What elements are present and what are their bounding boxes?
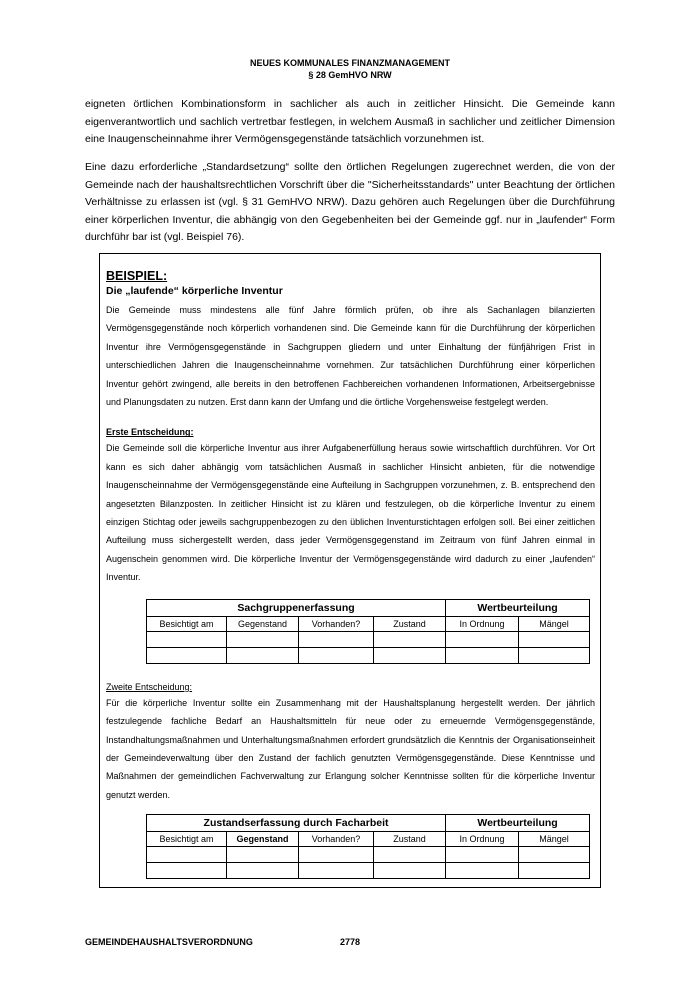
table-2-col-header: Zustand	[374, 832, 446, 847]
header-section: § 28 GemHVO NRW	[308, 70, 392, 80]
page-header	[0, 57, 700, 81]
table-1-group-2: Wertbeurteilung	[446, 599, 590, 616]
paragraph-1: eigneten örtlichen Kombinationsform in sachlicher als auch in zeitlicher Hinsicht. Die Gemeinde kann eigenverantwortlich und sachlich vertretbar festlegen, in welchem Ausmaß in sachlicher und zeitlicher Dimension eine Inaugenscheinnahme ihrer Vermögensgegenstände tatsächlich vorzunehmen ist.	[85, 98, 615, 145]
example-intro: Die Gemeinde muss mindestens alle fünf Jahre förmlich prüfen, ob ihre als Sachanlagen bilanzierten Vermögensgegenstände noch körperlich vorhandenen sind. Die Gemeinde kann für die Durchführung der körperlichen Inventur ihre Vermögensgegenstände in Sachgruppen gliedern und unter Einhaltung der fünfjährigen Frist in unterschiedlichen Jahren die Inaugenscheinnahme vornehmen. Zur tatsächlichen Durchführung einer körperlichen Inventur gehört zwingend, alle bereits in den betroffenen Fachbereichen vorhandenen Informationen, Arbeitsergebnisse und Planungsdaten zu nutzen. Erst dann kann der Umfang und die örtliche Vorgehensweise festgelegt werden.	[106, 305, 595, 408]
table-2-col-header: Gegenstand	[227, 832, 299, 847]
table-zustand	[146, 814, 590, 879]
table-1-col-header: Zustand	[374, 616, 446, 631]
table-2-col-header: Vorhanden?	[299, 832, 374, 847]
paragraph-2: Eine dazu erforderliche „Standardsetzung“ sollte den örtlichen Regelungen zugerechnet werden, die von der Gemeinde nach der haushaltsrechtlichen Vorschrift über die "Sicherheitsstandards" unter Beachtung der örtlichen Verhältnisse zu erlassen ist (vgl. § 31 GemHVO NRW). Dazu gehören auch Regelungen über die Durchführung einer körperlichen Inventur, die abhängig von den Gegebenheiten bei der Gemeinde ggf. nur in „laufender“ Form durchführ bar ist (vgl. Beispiel 76).	[85, 161, 615, 243]
table-row	[147, 631, 590, 647]
table-1-col-header: Vorhanden?	[299, 616, 374, 631]
table-1-col-header: Mängel	[519, 616, 590, 631]
table-row	[147, 847, 590, 863]
example-box	[99, 253, 601, 888]
table-sachgruppen	[146, 599, 590, 664]
decision-1-text: Die Gemeinde soll die körperliche Inventur aus ihrer Aufgabenerfüllung heraus sowie wirtschaftlich durchführen. Vor Ort kann es sich daher abhängig vom tatsächlichen Ausmaß in sachlicher Hinsicht anbieten, für die notwendige Inaugenscheinnahme der Vermögensgegenstände eine Aufteilung in Sachgruppen vorzunehmen, z. B. entsprechend den angesetzten Bilanzposten. In zeitlicher Hinsicht ist zu klären und festzulegen, ob die körperliche Inventur zu einem einzigen Stichtag oder jeweils sachgruppenbezogen zu den üblichen Inventurstichtagen erfolgen soll. Bei einer zeitlichen Aufteilung muss sichergestellt werden, dass jeder Vermögensgegenstand im Zeitraum von fünf Jahren einmal in Augenschein genommen wird. Die körperliche Inventur der Vermögensgegenstände wird dadurch zu einer „laufenden“ Inventur.	[106, 443, 595, 583]
table-2-col-header: Mängel	[519, 832, 590, 847]
table-2-col-header: Besichtigt am	[147, 832, 227, 847]
table-row	[147, 647, 590, 663]
table-2-group-1: Zustandserfassung durch Facharbeit	[147, 815, 446, 832]
table-1-group-1: Sachgruppenerfassung	[147, 599, 446, 616]
decision-2-text: Für die körperliche Inventur sollte ein Zusammenhang mit der Haushaltsplanung hergestellt werden. Der jährlich festzulegende fachliche Bedarf an Haushaltsmitteln für neue oder zu erneuernde Vermögensgegenstände, Instandhaltungsmaßnahmen und Unterhaltungsmaßnahmen erfordert grundsätzlich die Kenntnis der Organisationseinheit der Gemeindeverwaltung über den Zustand der fachlich genutzten Vermögensgegenstände. Diese Kenntnisse und Maßnahmen der gemeindlichen Fachverwaltung zur Erlangung solcher Kenntnisse sollten für die körperliche Inventur genutzt werden.	[106, 697, 595, 800]
footer-title: GEMEINDEHAUSHALTSVERORDNUNG	[85, 937, 253, 947]
table-1-col-header: Gegenstand	[227, 616, 299, 631]
decision-1-heading: Erste Entscheidung:	[106, 427, 194, 438]
table-1-col-header: In Ordnung	[446, 616, 519, 631]
example-subtitle: Die „laufende“ körperliche Inventur	[106, 285, 283, 297]
table-2-group-2: Wertbeurteilung	[446, 815, 590, 832]
header-title: NEUES KOMMUNALES FINANZMANAGEMENT	[250, 58, 450, 68]
table-row	[147, 863, 590, 879]
page-number: 2778	[340, 937, 361, 947]
table-2-col-header: In Ordnung	[446, 832, 519, 847]
decision-2-heading: Zweite Entscheidung:	[106, 681, 193, 692]
example-title: BEISPIEL:	[106, 269, 168, 283]
table-1-col-header: Besichtigt am	[147, 616, 227, 631]
